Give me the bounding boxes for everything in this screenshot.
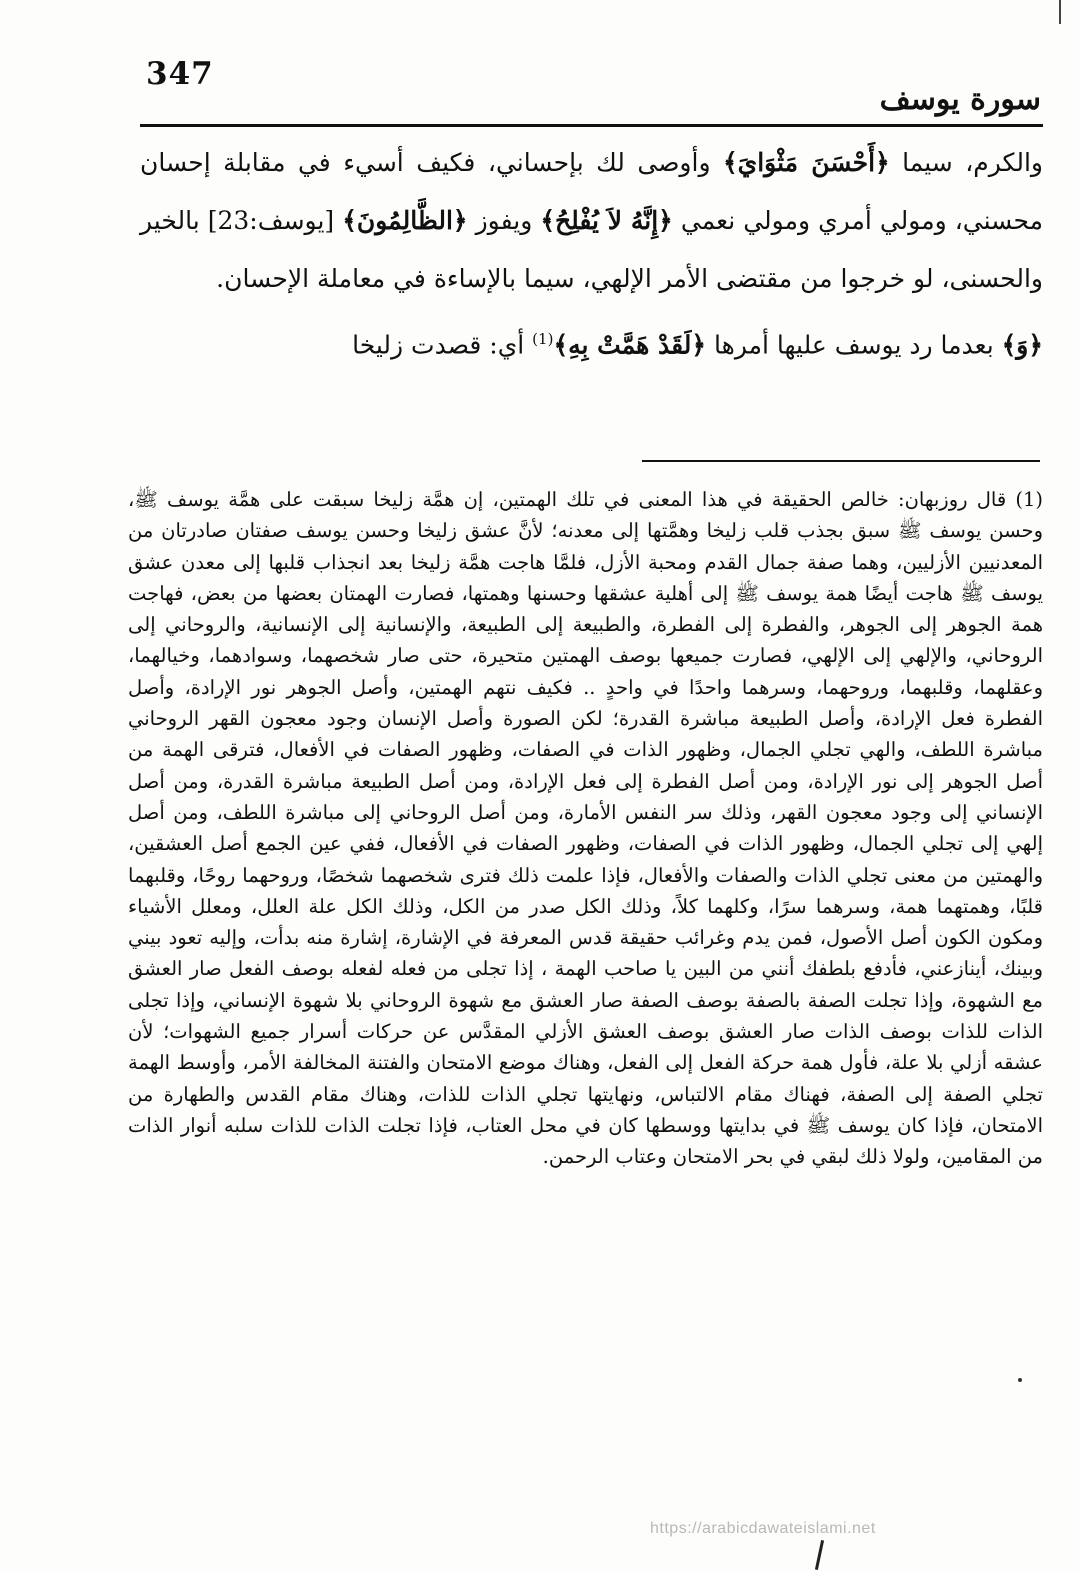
main-text-segment: ويفوز (467, 206, 541, 235)
main-text-segment: أي: قصدت زليخا (352, 330, 533, 360)
footnote-marker: (1) (532, 330, 554, 348)
page-number: 347 (146, 56, 214, 92)
main-text-segment: وأوصى لك بإحساني، فكيف أسيء في مقابلة إحسان محسني، ومولي أمري ومولي نعمي (140, 148, 1043, 235)
footnote-number: (1) (1015, 488, 1043, 511)
main-text-segment: بعدما رد يوسف عليها أمرها (706, 330, 1002, 360)
scan-pen-stroke (815, 1540, 824, 1570)
scan-speck (1018, 1378, 1022, 1382)
surah-title: سورة يوسف (879, 82, 1041, 117)
verse-reference: [يوسف:23] (207, 206, 343, 235)
footnote (128, 484, 1043, 1173)
footnote-text: قال روزبهان: خالص الحقيقة في هذا المعنى في تلك الهمتين، إن همَّة زليخا سبقت على همَّة يوسف ﷺ، وحسن يوسف ﷺ سبق بجذب قلب زليخا وهمَّتها إلى معدنه؛ لأنَّ عشق زليخا وحسن يوسف صفتان صادرتان من المعدنيين الأزليين، وهما صفة جمال القدم ومحبة الأزل، فلمَّا هاجت همَّة زليخا بعد انجذاب قلبها إلى معدن عشق يوسف ﷺ هاجت أيضًا همة يوسف ﷺ إلى أهلية عشقها وحسنها وهمتها، فصارت الهمتان بعضها من بعض، فهاجت همة الجوهر إلى الجوهر، والفطرة إلى الفطرة، والطبيعة إلى الطبيعة، والإنسانية إلى الإنسانية، والروحاني إلى الروحاني، والإلهي إلى الإلهي، فصارت جميعها بوصف الهمتين متحيرة، حتى صار شخصهما، وسوادهما، وخيالهما، وعقلهما، وقلبهما، وروحهما، وسرهما واحدًا في واحدٍ .. فكيف نتهم الهمتين، وأصل الجوهر نور الإرادة، وأصل الفطرة فعل الإرادة، وأصل الطبيعة مباشرة القدرة؛ لكن الصورة وأصل الإنسان وجود معجون القهر الروحاني مباشرة اللطف، والهي تجلي الجمال، وظهور الذات في الصفات، وظهور الصفات في الأفعال، فترقى الهمة من أصل الجوهر إلى نور الإرادة، ومن أصل الفطرة إلى فعل الإرادة، ومن أصل الطبيعة مباشرة القدرة، ومن أصل الإنساني إلى وجود معجون القهر، وذلك سر النفس الأمارة، ومن أصل الروحاني إلى مباشرة اللطف، ومن أصل إلهي إلى تجلي الجمال، وظهور الذات في الصفات، وظهور الصفات في الأفعال، ففي عين الجمع أصل العشقين، والهمتين من معنى تجلي الذات والصفات والأفعال، فإذا علمت ذلك فترى شخصهما شخصًا، وروحهما روحًا، وقلبهما قلبًا، وهمتهما همة، وسرهما سرًا، وكلهما كلاً، وذلك الكل صدر من الكل، وذلك الكل علة العلل، ومعلل الأشياء ومكون الكون أصل الأصول، فمن يدم وغرائب حقيقة قدس المعرفة في الإشارة، إشارة منه بدأت، وإليه تعود بيني وبينك، أينازعني، فأدفع بلطفك أنني من البين يا صاحب الهمة ، إذا تجلى من فعله لفعله بوصف الفعل صار العشق مع الشهوة، وإذا تجلت الصفة بالصفة بوصف الصفة صار العشق مع شهوة الروحاني بلا شهوة الإنساني، وإذا تجلى الذات للذات بوصف الذات صار العشق بوصف العشق الأزلي المقدَّس عن حركات أسرار جميع الشهوات؛ لأن عشقه أزلي بلا علة، فأول همة حركة الفعل إلى الفعل، وهناك موضع الامتحان والفتنة المخالفة الأمر، وأوسط الهمة تجلي الصفة إلى الصفة، فهناك مقام الالتباس، ونهايتها تجلي الذات للذات، وهناك مقام القدس والطهارة من الامتحان، فإذا كان يوسف ﷺ في بدايتها ووسطها كان في محل العتاب، فإذا تجلت الذات للذات سلبه أنوار الذات من المقامين، ولولا ذلك لبقي في بحر الامتحان وعتاب الرحمن. (128, 488, 1043, 1169)
main-paragraph-2 (140, 310, 1043, 374)
watermark-url: https://arabicdawateislami.net (650, 1520, 876, 1537)
quran-verse: ﴿إِنَّهُ لاَ يُفْلِحُ﴾ (540, 206, 673, 235)
main-text-segment: بالخير والحسنى، لو خرجوا من مقتضى الأمر الإلهي، سيما بالإساءة في معاملة الإحسان. (140, 206, 1043, 293)
quran-verse: ﴿وَ﴾ (1001, 330, 1043, 360)
main-text-segment: والكرم، سيما (889, 148, 1043, 177)
footnote-separator (642, 460, 1040, 462)
main-paragraph-1 (140, 134, 1043, 308)
quran-verse: ﴿أَحْسَنَ مَثْوَايَ﴾ (723, 148, 890, 177)
quran-verse: ﴿الظَّالِمُونَ﴾ (342, 206, 468, 235)
scan-edge-mark (1059, 0, 1061, 24)
main-text (140, 134, 1043, 374)
footnote-paragraph (128, 484, 1043, 1173)
header-rule (140, 124, 1043, 127)
quran-verse: ﴿لَقَدْ هَمَّتْ بِهِ﴾ (553, 330, 707, 360)
